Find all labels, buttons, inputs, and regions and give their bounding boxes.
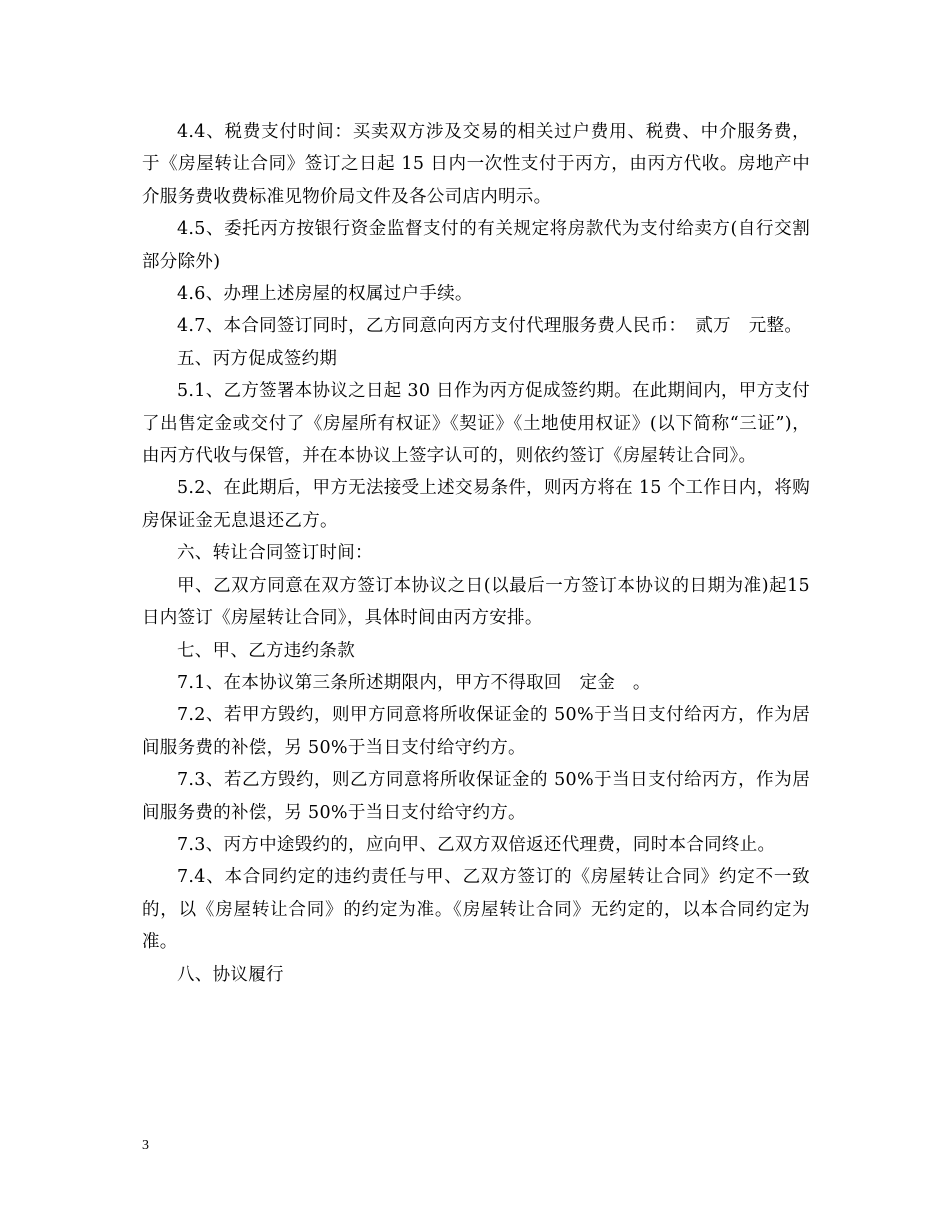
paragraph-5-2: 5.2、在此期后，甲方无法接受上述交易条件，则丙方将在 15 个工作日内，将购房保证金无息退还乙方。 (142, 478, 810, 531)
paragraph-4-7: 4.7、本合同签订同时，乙方同意向丙方支付代理服务费人民币： 贰万 元整。 (177, 316, 803, 337)
paragraph-4-6: 4.6、办理上述房屋的权属过户手续。 (177, 284, 473, 305)
section-heading-8: 八、协议履行 (177, 964, 284, 985)
paragraph-7-4: 7.4、本合同约定的违约责任与甲、乙双方签订的《房屋转让合同》约定不一致的，以《房屋转让合同》的约定为准。《房屋转让合同》无约定的，以本合同约定为准。 (142, 867, 810, 953)
paragraph-7-3b: 7.3、丙方中途毁约的，应向甲、乙双方双倍返还代理费，同时本合同终止。 (177, 834, 776, 855)
paragraph-5-1: 5.1、乙方签署本协议之日起 30 日作为丙方促成签约期。在此期间内，甲方支付了出售定金或交付了《房屋所有权证》《契证》《土地使用权证》(以下简称“三证”)，由丙方代收与保管，并在本协议上签字认可的，则依约签订《房屋转让合同》。 (142, 381, 810, 467)
paragraph-7-1: 7.1、在本协议第三条所述期限内，甲方不得取回 定金 。 (177, 672, 651, 693)
section-heading-5: 五、丙方促成签约期 (177, 348, 338, 369)
document-body (142, 116, 810, 991)
paragraph-6-body: 甲、乙双方同意在双方签订本协议之日(以最后一方签订本协议的日期为准)起15 日内签订《房屋转让合同》，具体时间由丙方安排。 (142, 575, 810, 629)
paragraph-4-4: 4.4、税费支付时间：买卖双方涉及交易的相关过户费用、税费、中介服务费，于《房屋转让合同》签订之日起 15 日内一次性支付于丙方，由丙方代收。房地产中介服务费收费标准见物价局文件及各公司店内明示。 (142, 122, 810, 207)
page-number: 3 (142, 1138, 149, 1153)
section-heading-7: 七、甲、乙方违约条款 (177, 640, 355, 661)
paragraph-4-5: 4.5、委托丙方按银行资金监督支付的有关规定将房款代为支付给卖方(自行交割部分除外) (142, 219, 810, 272)
paragraph-7-3a: 7.3、若乙方毁约，则乙方同意将所收保证金的 50%于当日支付给丙方，作为居间服务费的补偿，另 50%于当日支付给守约方。 (142, 770, 810, 823)
paragraph-7-2: 7.2、若甲方毁约，则甲方同意将所收保证金的 50%于当日支付给丙方，作为居间服务费的补偿，另 50%于当日支付给守约方。 (142, 705, 810, 758)
section-heading-6: 六、转让合同签订时间： (177, 543, 373, 564)
